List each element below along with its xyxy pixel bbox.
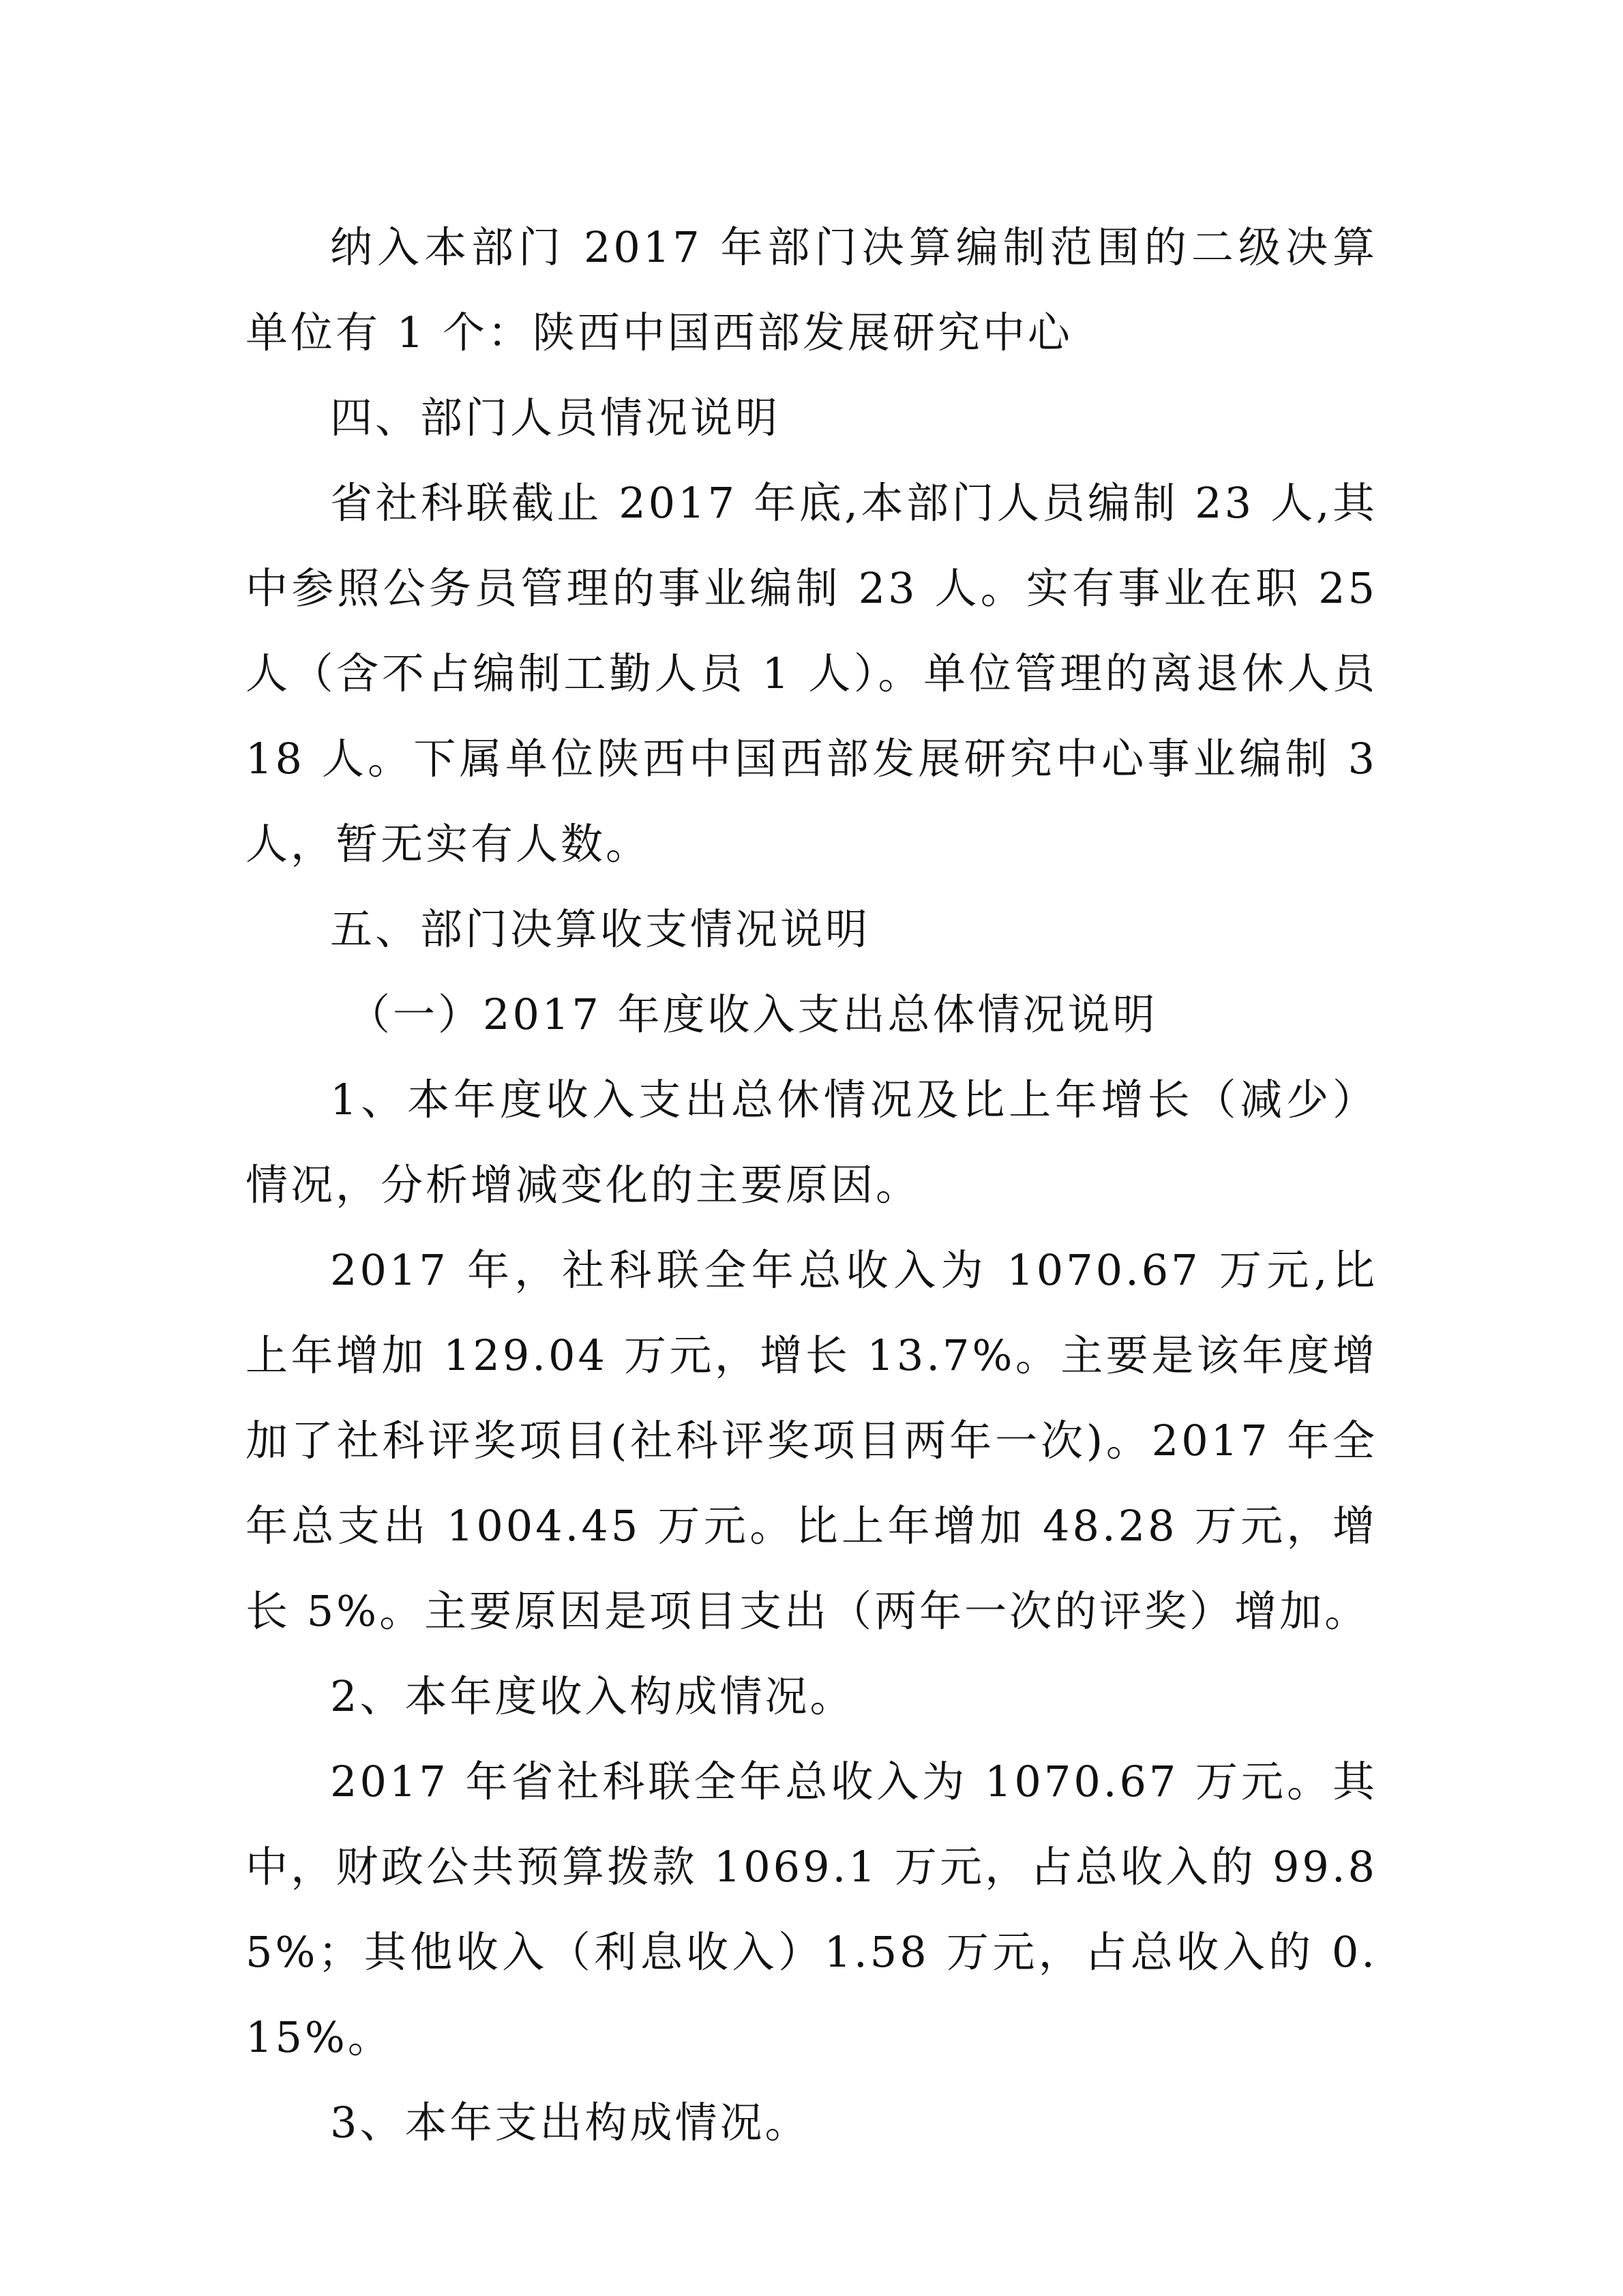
subsection-heading-overall: （一）2017 年度收入支出总体情况说明 [348, 989, 1158, 1039]
list-item-expense-composition: 3、本年支出构成情况。 [330, 2098, 810, 2147]
list-item-overall-change: 1、本年度收入支出总休情况及比上年增长（减少）情况，分析增减变化的主要原因。 [245, 1075, 1378, 1210]
section-heading-budget: 五、部门决算收支情况说明 [330, 904, 871, 954]
list-item-income-composition: 2、本年度收入构成情况。 [330, 1671, 855, 1721]
paragraph-secondary-units: 纳入本部门 2017 年部门决算编制范围的二级决算单位有 1 个：陕西中国西部发展研究中心 [245, 222, 1378, 357]
paragraph-staff-details: 省社科联截止 2017 年底,本部门人员编制 23 人,其中参照公务员管理的事业编制 23 人。实有事业在职 25 人（含不占编制工勤人员 1 人）。单位管理的离退休人员 18 人。下属单位陕西中国西部发展研究中心事业编制 3 人，暂无实有人数。 [245, 478, 1378, 869]
paragraph-income-composition: 2017 年省社科联全年总收入为 1070.67 万元。其中，财政公共预算拨款 1069.1 万元，占总收入的 99.85%；其他收入（利息收入）1.58 万元，占总收入的 0.15%。 [245, 1757, 1378, 2062]
paragraph-income-expense-2017: 2017 年，社科联全年总收入为 1070.67 万元,比上年增加 129.04 万元，增长 13.7%。主要是该年度增加了社科评奖项目(社科评奖项目两年一次)。2017 年全年总支出 1004.45 万元。比上年增加 48.28 万元，增长 5%。主要原因是项目支出（两年一次的评奖）增加。 [245, 1245, 1378, 1636]
section-heading-staff: 四、部门人员情况说明 [330, 393, 781, 443]
document-body [245, 205, 1378, 2165]
